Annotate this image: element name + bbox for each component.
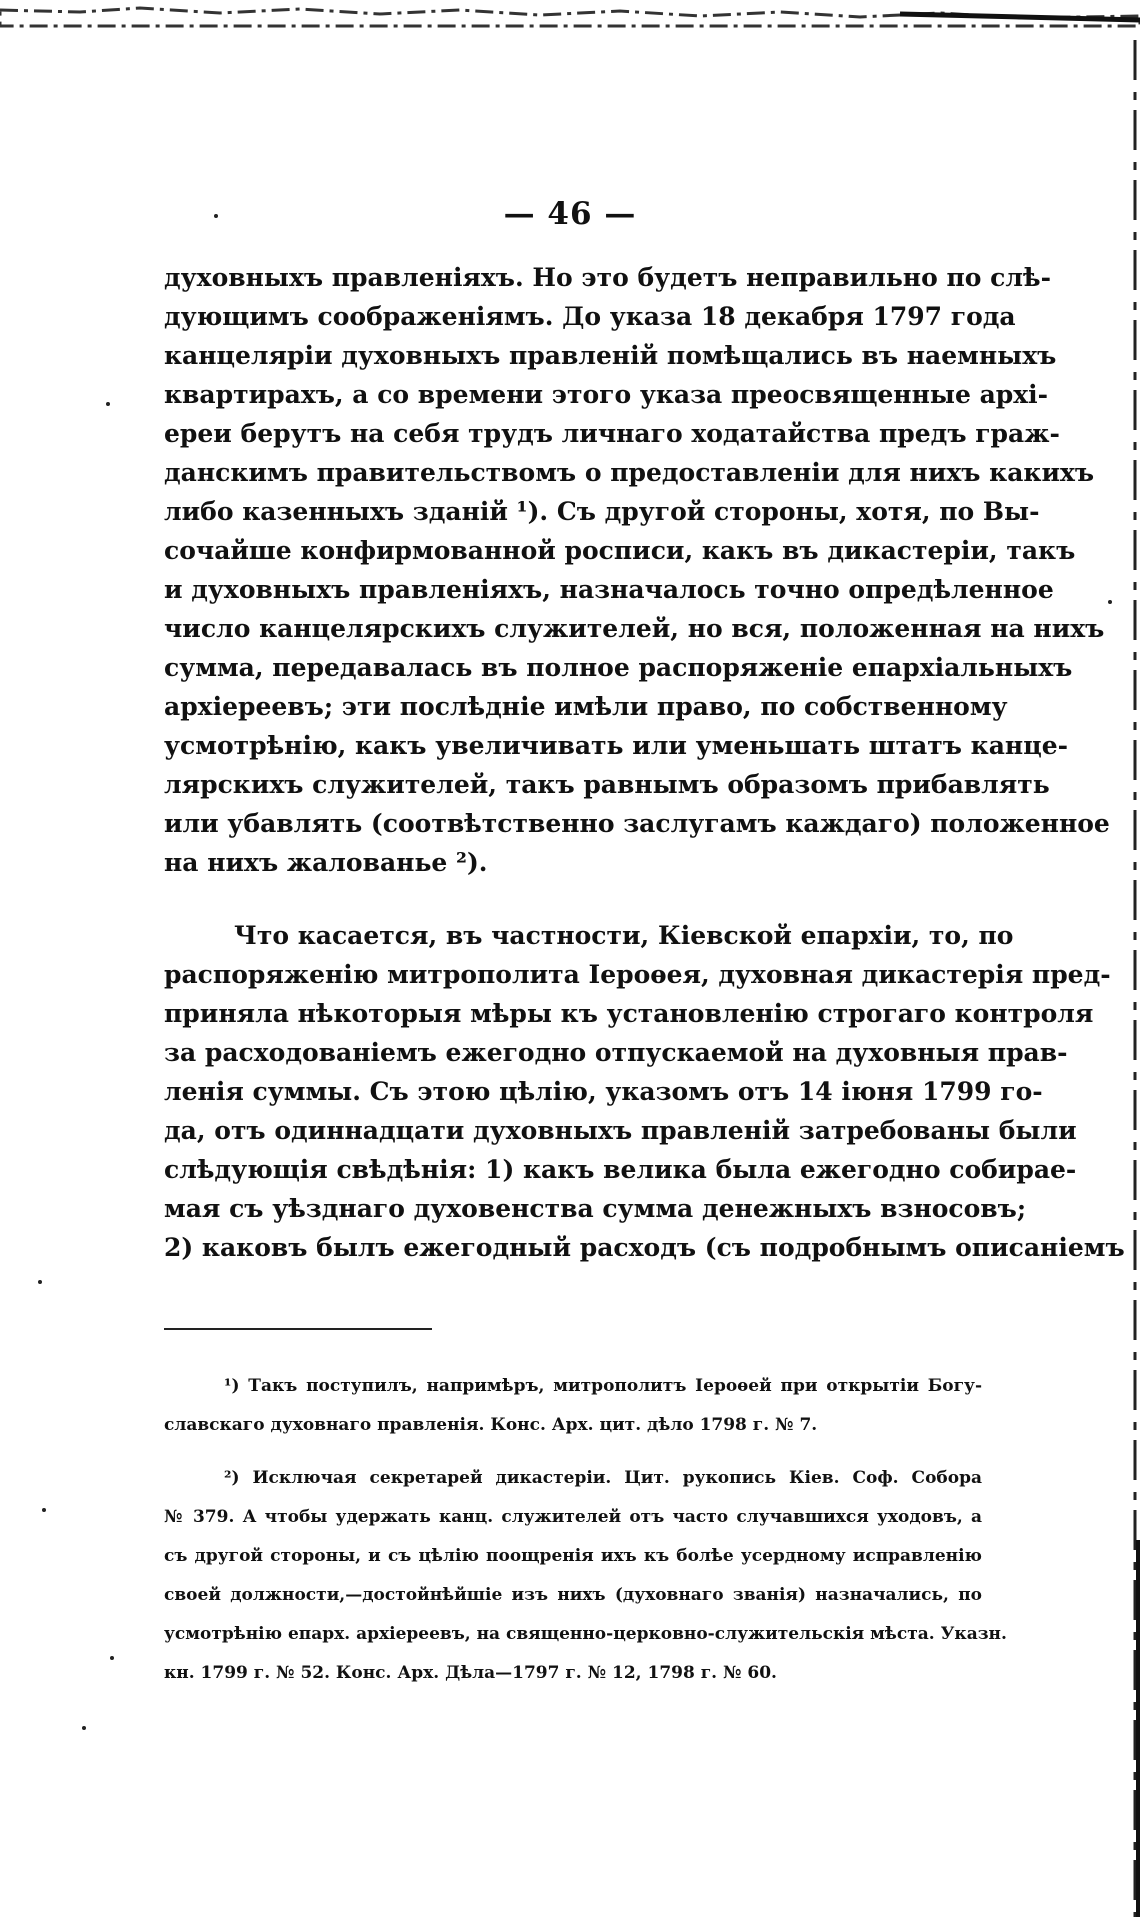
text-line: либо казенныхъ зданій ¹). Съ другой стороны, хотя, по Вы-: [164, 497, 1040, 526]
footnote-1: [164, 1370, 982, 1448]
footnote-separator: [164, 1328, 432, 1330]
paragraph-gap: [164, 882, 982, 916]
text-line: духовныхъ правленіяхъ. Но это будетъ неправильно по слѣ-: [164, 263, 1051, 292]
scan-speck: [110, 1656, 114, 1660]
text-line: ленія суммы. Съ этою цѣлію, указомъ отъ 14 іюня 1799 го-: [164, 1077, 1043, 1106]
scan-top-edge: [0, 0, 1140, 26]
text-line: 2) каковъ былъ ежегодный расходъ (съ подробнымъ описаніемъ: [164, 1233, 1125, 1262]
text-line: распоряженію митрополита Іероѳея, духовная дикастерія пред-: [164, 960, 1111, 989]
text-line: квартирахъ, а со времени этого указа преосвященные архі-: [164, 380, 1049, 409]
footnote-line: съ другой стороны, и съ цѣлію поощренія ихъ къ болѣе усердному исправленію: [164, 1546, 982, 1566]
main-text: [164, 258, 1125, 1267]
text-line: данскимъ правительствомъ о предоставленіи для нихъ какихъ: [164, 458, 1095, 487]
text-line: да, отъ одиннадцати духовныхъ правленій затребованы были: [164, 1116, 1077, 1145]
scan-speck: [106, 402, 110, 406]
text-line: на нихъ жалованье ²).: [164, 848, 488, 877]
scan-right-edge: [1126, 40, 1140, 1917]
text-line: приняла нѣкоторыя мѣры къ установленію строгаго контроля: [164, 999, 1094, 1028]
scan-speck: [82, 1726, 86, 1730]
footnote-line: ²) Исключая секретарей дикастеріи. Цит. рукопись Кіев. Соф. Собора: [224, 1468, 982, 1488]
text-line: Что касается, въ частности, Кіевской епархіи, то, по: [234, 921, 1014, 950]
text-line: число канцелярскихъ служителей, но вся, положенная на нихъ: [164, 614, 1105, 643]
text-line: слѣдующія свѣдѣнія: 1) какъ велика была ежегодно собирае-: [164, 1155, 1077, 1184]
footnote-2: [164, 1462, 1007, 1696]
scan-speck: [38, 1280, 42, 1284]
text-line: сочайше конфирмованной росписи, какъ въ дикастеріи, такъ: [164, 536, 1076, 565]
text-line: дующимъ соображеніямъ. До указа 18 декабря 1797 года: [164, 302, 1016, 331]
text-line: архіереевъ; эти послѣдніе имѣли право, по собственному: [164, 692, 1008, 721]
footnotes: [164, 1370, 1007, 1696]
footnote-line: кн. 1799 г. № 52. Конс. Арх. Дѣла—1797 г. № 12, 1798 г. № 60.: [164, 1663, 777, 1683]
scan-speck: [42, 1508, 46, 1512]
footnote-line: славскаго духовнаго правленія. Конс. Арх. цит. дѣло 1798 г. № 7.: [164, 1415, 818, 1435]
paragraph-2: [164, 916, 1125, 1267]
text-line: и духовныхъ правленіяхъ, назначалось точно опредѣленное: [164, 575, 1054, 604]
footnote-line: усмотрѣнію епарх. архіереевъ, на священно-церковно-служительскія мѣста. Указн.: [164, 1624, 1007, 1644]
footnote-line: № 379. А чтобы удержать канц. служителей отъ часто случавшихся уходовъ, а: [164, 1507, 982, 1527]
scan-speck: [1108, 600, 1112, 604]
footnote-gap: [164, 1448, 982, 1462]
text-line: усмотрѣнію, какъ увеличивать или уменьшать штатъ канце-: [164, 731, 1068, 760]
text-line: лярскихъ служителей, такъ равнымъ образомъ прибавлять: [164, 770, 1050, 799]
text-line: ереи берутъ на себя трудъ личнаго ходатайства предъ граж-: [164, 419, 1060, 448]
footnote-line: своей должности,—достойнѣйшіе изъ нихъ (духовнаго званія) назначались, по: [164, 1585, 982, 1605]
text-line: или убавлять (соотвѣтственно заслугамъ каждаго) положенное: [164, 809, 1110, 838]
text-line: канцеляріи духовныхъ правленій помѣщались въ наемныхъ: [164, 341, 1057, 370]
text-line: за расходованіемъ ежегодно отпускаемой на духовныя прав-: [164, 1038, 1068, 1067]
page-number: — 46 —: [503, 196, 637, 232]
footnote-line: ¹) Такъ поступилъ, напримѣръ, митрополитъ Іероѳей при открытіи Богу-: [224, 1376, 982, 1396]
text-line: мая съ уѣзднаго духовенства сумма денежныхъ взносовъ;: [164, 1194, 1027, 1223]
paragraph-1: [164, 258, 1110, 882]
text-line: сумма, передавалась въ полное распоряженіе епархіальныхъ: [164, 653, 1073, 682]
